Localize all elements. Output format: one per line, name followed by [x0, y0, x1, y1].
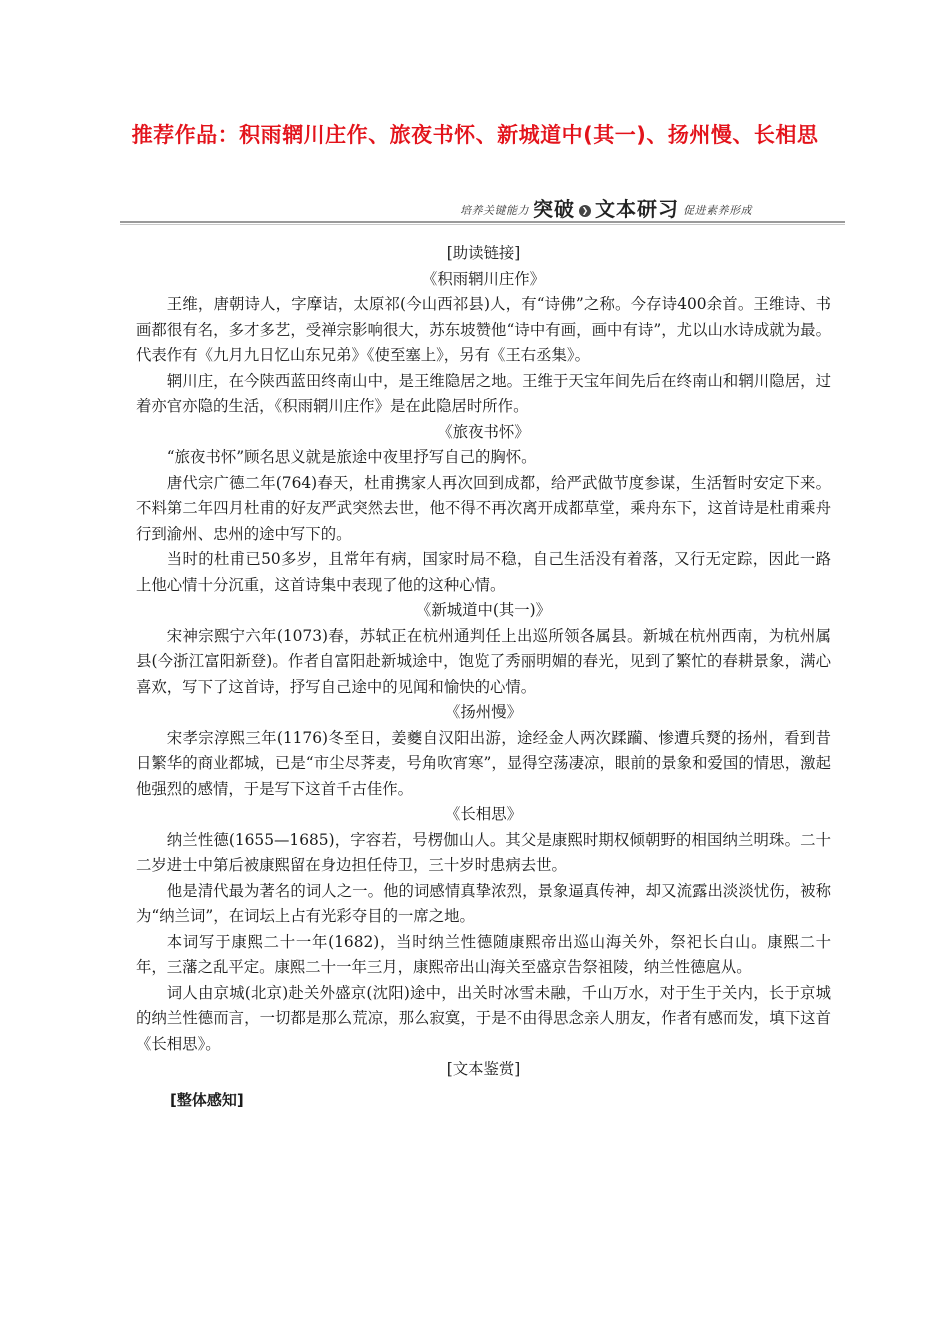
banner-text-group	[460, 197, 752, 223]
poem-title: 《旅夜书怀》	[437, 422, 530, 441]
paragraph: 辋川庄，在今陕西蓝田终南山中，是王维隐居之地。王维于天宝年间先后在终南山和辋川隐居，过着亦官亦隐的生活，《积雨辋川庄作》是在此隐居时所作。	[136, 371, 831, 415]
paragraph: 唐代宗广德二年(764)春天，杜甫携家人再次回到成都，给严武做节度参谋，生活暂时安定下来。不料第二年四月杜甫的好友严武突然去世，他不得不再次离开成都草堂，乘舟东下，这首诗是杜甫乘舟行到渝州、忠州的途中写下的。	[136, 473, 831, 543]
arrow-circle-icon: ❯	[579, 205, 591, 217]
section-banner	[120, 197, 845, 227]
appreciation-heading: [文本鉴赏]	[446, 1060, 521, 1078]
paragraph: 宋孝宗淳熙三年(1176)冬至日，姜夔自汉阳出游，途经金人两次蹂躏、惨遭兵燹的扬州，看到昔日繁华的商业都城，已是“市尘尽荠麦，号角吹宵寒”，显得空荡凄凉，眼前的景象和爱国的情思，激起他强烈的感情，于是写下这首千古佳作。	[136, 728, 831, 798]
poem-title: 《扬州慢》	[445, 703, 522, 721]
poem-title: 《积雨辋川庄作》	[421, 269, 546, 288]
paragraph: 词人由京城(北京)赴关外盛京(沈阳)途中，出关时冰雪未融，千山万水，对于生于关内，长于京城的纳兰性德而言，一切都是那么荒凉，那么寂寞，于是不由得思念亲人朋友，作者有感而发，填下这首《长相思》。	[136, 983, 831, 1053]
paragraph: 当时的杜甫已50多岁，且常年有病，国家时局不稳，自己生活没有着落，又行无定踪，因此一路上他心情十分沉重，这首诗集中表现了他的这种心情。	[136, 550, 831, 594]
paragraph: 本词写于康熙二十一年(1682)，当时纳兰性德随康熙帝出巡山海关外，祭祀长白山。康熙二十年，三藩之乱平定。康熙二十一年三月，康熙帝出山海关至盛京告祭祖陵，纳兰性德扈从。	[136, 932, 831, 976]
page-title: 推荐作品：积雨辋川庄作、旅夜书怀、新城道中(其一)、扬州慢、长相思	[131, 123, 819, 147]
banner-right-text: 促进素养形成	[683, 204, 752, 217]
paragraph: 宋神宗熙宁六年(1073)春，苏轼正在杭州通判任上出巡所领各属县。新城在杭州西南，为杭州属县(今浙江富阳新登)。作者自富阳赴新城途中，饱览了秀丽明媚的春光，见到了繁忙的春耕景象，满心喜欢，写下了这首诗，抒写自己途中的见闻和愉快的心情。	[136, 626, 831, 696]
banner-rule-thin	[120, 224, 845, 225]
reading-link-heading: [助读链接]	[446, 244, 521, 262]
banner-heading-1: 突破	[533, 197, 575, 221]
paragraph: 他是清代最为著名的词人之一。他的词感情真挚浓烈，景象逼真传神，却又流露出淡淡忧伤，被称为“纳兰词”，在词坛上占有光彩夺目的一席之地。	[136, 881, 831, 925]
banner-heading-2: 文本研习	[595, 197, 679, 221]
poem-title: 《长相思》	[445, 805, 522, 823]
poem-title: 《新城道中(其一)》	[415, 601, 552, 619]
paragraph: 纳兰性德(1655—1685)，字容若，号楞伽山人。其父是康熙时期权倾朝野的相国纳兰明珠。二十二岁进士中第后被康熙留在身边担任侍卫，三十岁时患病去世。	[136, 830, 831, 874]
banner-left-text: 培养关键能力	[460, 204, 529, 217]
paragraph: 王维，唐朝诗人，字摩诘，太原祁(今山西祁县)人，有“诗佛”之称。今存诗400余首。王维诗、书画都很有名，多才多艺，受禅宗影响很大，苏东坡赞他“诗中有画，画中有诗”，尤以山水诗成就为最。代表作有《九月九日忆山东兄弟》《使至塞上》，另有《王右丞集》。	[136, 295, 831, 364]
overall-perception-heading: [整体感知]	[170, 1090, 244, 1109]
main-content	[136, 241, 831, 1113]
paragraph: “旅夜书怀”顾名思义就是旅途中夜里抒写自己的胸怀。	[166, 448, 537, 466]
